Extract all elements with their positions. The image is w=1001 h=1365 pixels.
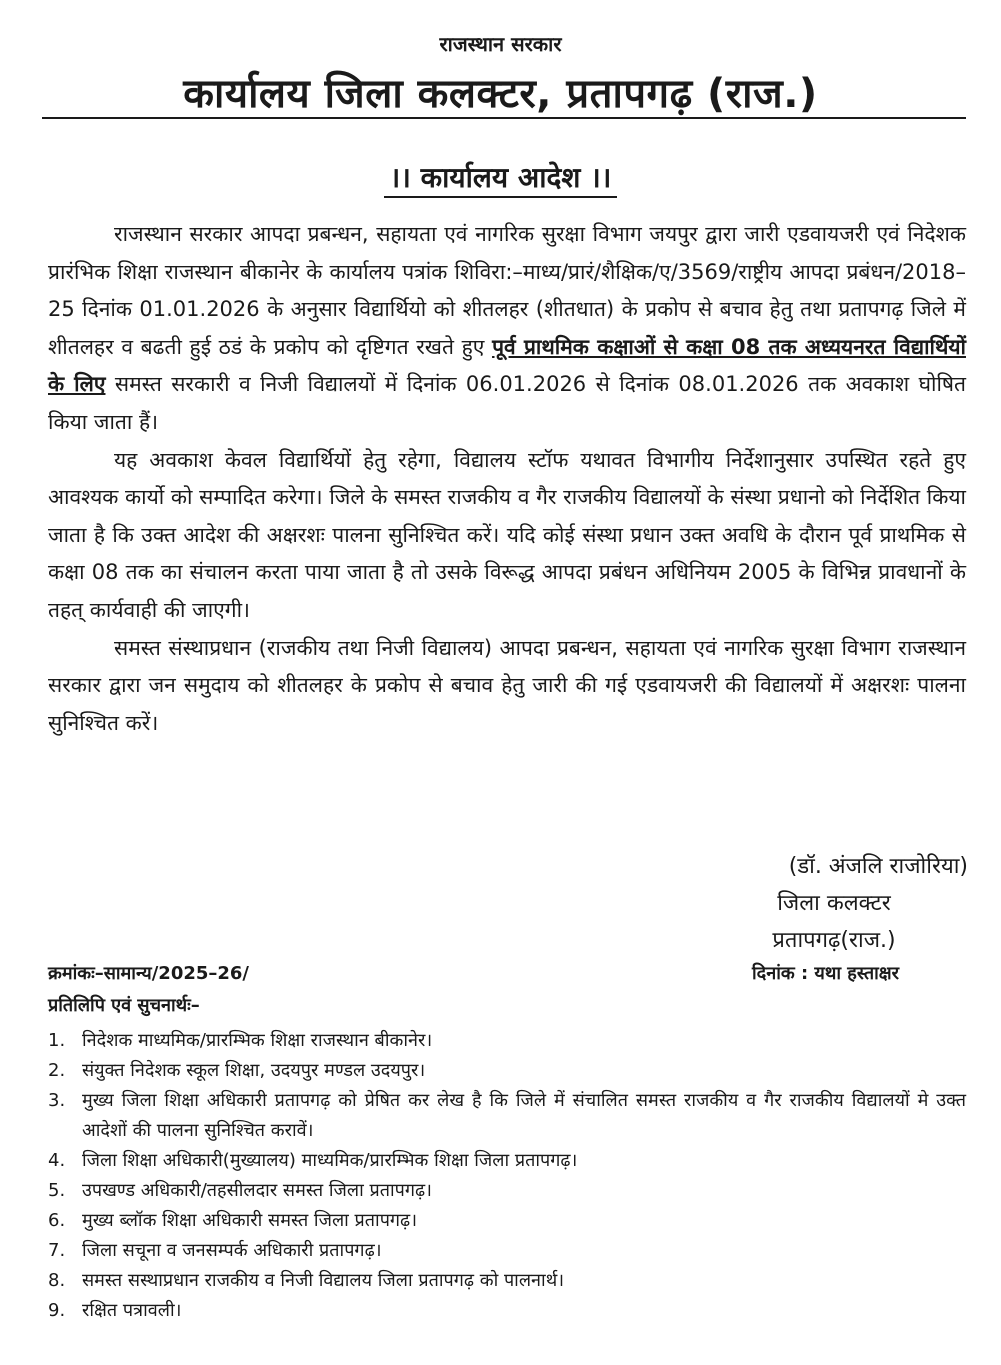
list-item-number: 2. xyxy=(48,1060,66,1081)
list-item-number: 9. xyxy=(48,1300,66,1321)
list-item-text: समस्त सस्थाप्रधान राजकीय व निजी विद्यालय जिला प्रतापगढ़ को पालनार्थ। xyxy=(82,1270,565,1291)
list-item xyxy=(48,1266,966,1296)
list-item-number: 7. xyxy=(48,1240,66,1261)
signature-block xyxy=(700,848,968,959)
list-item-text: जिला सचूना व जनसम्पर्क अधिकारी प्रतापगढ़। xyxy=(82,1240,382,1261)
order-body xyxy=(48,216,966,742)
paragraph-1-end: समस्त सरकारी व निजी विद्यालयों में दिनांक 06.01.2026 से दिनांक 08.01.2026 तक अवकाश घोषित किया जाता हैं। xyxy=(48,372,966,434)
list-item xyxy=(48,1236,966,1266)
paragraph-1-emphasis: पूर्व प्राथमिक कक्षाओं से कक्षा 08 तक अध्ययनरत विद्यार्थियों के लिए xyxy=(48,334,966,397)
paragraph-1-start: राजस्थान सरकार आपदा प्रबन्धन, सहायता एवं नागरिक सुरक्षा विभाग जयपुर द्वारा जारी एडवायजरी एवं निदेशक प्रारंभिक शिक्षा राजस्थान बीकानेर के कार्यालय पत्रांक शिविरा:–माध्य/प्रारं/शैक्षिक/ए/3569/राष्ट्रीय आपदा प्रबंधन/2018–25 दिनांक 01.01.2026 के अनुसार विद्यार्थियो को शीतलहर (शीतधात) के प्रकोप से बचाव हेतु तथा प्रतापगढ़ जिले में शीतलहर व बढती हुई ठडं के प्रकोप को दृष्टिगत रखते हुए xyxy=(48,222,966,359)
list-item-text: निदेशक माध्यमिक/प्रारम्भिक शिक्षा राजस्थान बीकानेर। xyxy=(82,1030,433,1051)
list-item-number: 5. xyxy=(48,1180,66,1201)
list-item-text: संयुक्त निदेशक स्कूल शिक्षा, उदयपुर मण्डल उदयपुर। xyxy=(82,1060,426,1081)
office-heading: कार्यालय जिला कलक्टर, प्रतापगढ़ (राज.) xyxy=(183,71,818,117)
signatory-designation: जिला कलक्टर xyxy=(777,891,891,916)
list-item xyxy=(48,1026,966,1056)
list-item-number: 3. xyxy=(48,1090,66,1111)
paragraph-2: यह अवकाश केवल विद्यार्थियों हेतु रहेगा, विद्यालय स्टॉफ यथावत विभागीय निर्देशानुसार उपस्थित रहते हुए आवश्यक कार्यो को सम्पादित करेगा। जिले के समस्त राजकीय व गैर राजकीय विद्यालयों के संस्था प्रधानो को निर्देशित किया जाता है कि उक्त आदेश की अक्षरशः पालना सुनिश्चित करें। यदि कोई संस्था प्रधान उक्त अवधि के दौरान पूर्व प्राथमिक से कक्षा 08 तक का संचालन करता पाया जाता है तो उसके विरूद्ध आपदा प्रबंधन अधिनियम 2005 के विभिन्न प्रावधानों के तहत् कार्यवाही की जाएगी। xyxy=(48,447,966,622)
list-item-text: मुख्य जिला शिक्षा अधिकारी प्रतापगढ़ को प्रेषित कर लेख है कि जिले में संचालित समस्त राजकीय व गैर राजकीय विद्यालयों मे उक्त आदेशों की पालना सुनिश्चित करावें। xyxy=(82,1090,966,1141)
list-item-number: 6. xyxy=(48,1210,66,1231)
list-item-text: मुख्य ब्लॉक शिक्षा अधिकारी समस्त जिला प्रतापगढ़। xyxy=(82,1210,418,1231)
list-item-text: रक्षित पत्रावली। xyxy=(82,1300,182,1321)
order-title-text: ।। कार्यालय आदेश ।। xyxy=(384,161,618,198)
government-heading: राजस्थान सरकार xyxy=(439,32,562,56)
signatory-place: प्रतापगढ़(राज.) xyxy=(772,928,896,953)
signatory-name: (डॉ. अंजलि राजोरिया) xyxy=(788,854,968,879)
list-item xyxy=(48,1086,966,1146)
list-item-number: 1. xyxy=(48,1030,66,1051)
paragraph-3: समस्त संस्थाप्रधान (राजकीय तथा निजी विद्यालय) आपदा प्रबन्धन, सहायता एवं नागरिक सुरक्षा विभाग राजस्थान सरकार द्वारा जन समुदाय को शीतलहर के प्रकोप से बचाव हेतु जारी की गई एडवायजरी की विद्यालयों में अक्षरशः पालना सुनिश्चित करें। xyxy=(48,635,966,735)
reference-number: क्रमांकः–सामान्य/2025–26/ xyxy=(48,963,250,984)
list-item-number: 8. xyxy=(48,1270,66,1291)
copy-list xyxy=(48,1026,966,1326)
list-item xyxy=(48,1176,966,1206)
list-item xyxy=(48,1296,966,1326)
list-item-text: उपखण्ड अधिकारी/तहसीलदार समस्त जिला प्रतापगढ़। xyxy=(82,1180,432,1201)
header-divider xyxy=(42,117,966,119)
list-item xyxy=(48,1146,966,1176)
paragraph-1 xyxy=(48,216,966,442)
list-item-number: 4. xyxy=(48,1150,66,1171)
list-item xyxy=(48,1056,966,1086)
list-item xyxy=(48,1206,966,1236)
reference-date: दिनांक : यथा हस्ताक्षर xyxy=(752,963,900,984)
copy-heading: प्रतिलिपि एवं सुचनार्थः– xyxy=(48,995,200,1016)
list-item-text: जिला शिक्षा अधिकारी(मुख्यालय) माध्यमिक/प्रारम्भिक शिक्षा जिला प्रतापगढ़। xyxy=(82,1150,578,1171)
order-title xyxy=(0,158,1001,196)
